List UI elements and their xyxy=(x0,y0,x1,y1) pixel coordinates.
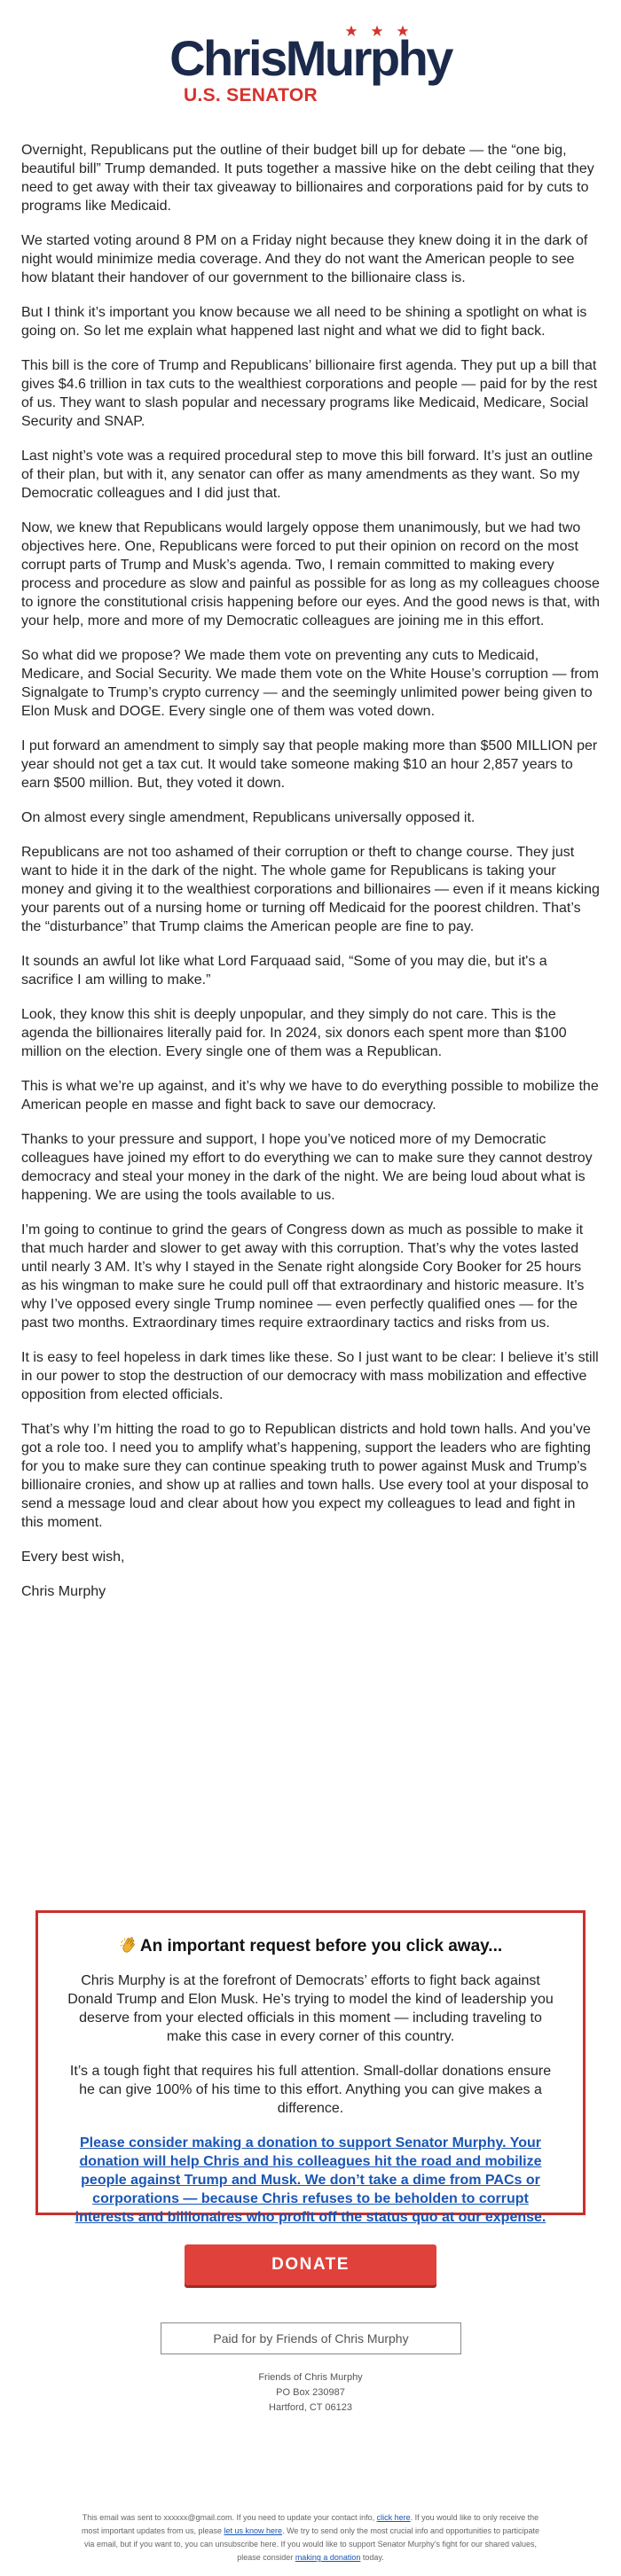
address-line: Hartford, CT 06123 xyxy=(269,2402,352,2413)
letter-paragraph: I’m going to continue to grind the gears of Congress down as much as possible to make it that much harder and slower to get away with this corruption. That’s why the votes lasted until nearly 3 AM. It’s why I stayed in the Senate right alongside Cory Booker for 25 hours as his wingman to make sure he could pull off that extraordinary and historic measure. It’s why I’ve opposed every single Trump nominee — even perfectly qualified ones — for the past two months. Extraordinary times require extraordinary tactics and risks from us. xyxy=(21,1222,585,1331)
request-title xyxy=(63,1935,558,1957)
letter-paragraph: But I think it’s important you know because we all need to be shining a spotlight on what is going on. So let me explain what happened last night and what we did to fight back. xyxy=(21,305,587,339)
letter-paragraph: So what did we propose? We made them vote on preventing any cuts to Medicaid, Medicare, and Social Security. We made them vote on the White House’s corruption — from Signalgate to Trump’s crypto currency — and the seemingly unlimited power being given to Elon Musk and DOGE. Every single one of them was voted down. xyxy=(21,648,599,719)
letter-paragraph: It is easy to feel hopeless in dark times like these. So I just want to be clear: I believe it’s still in our power to stop the destruction of our democracy with mass mobilization and effective opposition from elected officials. xyxy=(21,1350,599,1402)
letter-signature: Chris Murphy xyxy=(21,1584,106,1599)
letter-paragraph: Thanks to your pressure and support, I hope you’ve noticed more of my Democratic colleagues have joined my effort to do everything we can to make sure they cannot destroy democracy and steal your money in the dark of the night. We are being loud about what is happening. We are using the tools available to us. xyxy=(21,1132,593,1203)
letter-paragraph: On almost every single amendment, Republicans universally opposed it. xyxy=(21,810,476,825)
footer-fine-print xyxy=(80,2511,541,2564)
letter-paragraph: I put forward an amendment to simply say that people making more than $500 MILLION per year should not get a tax cut. It would take someone making $10 an hour 2,857 years to earn $500 million. But, they voted it down. xyxy=(21,738,598,791)
letter-paragraph: This is what we’re up against, and it’s why we have to do everything possible to mobilize the American people en masse and fight back to save our democracy. xyxy=(21,1079,599,1112)
request-paragraph: Chris Murphy is at the forefront of Democrats’ efforts to fight back against Donald Trump and Elon Musk. He’s trying to model the kind of leadership you deserve from your elected officials in this moment — including traveling to make this case in every corner of this country. xyxy=(67,1973,554,2044)
logo-name xyxy=(0,30,621,86)
make-donation-link[interactable]: making a donation xyxy=(295,2553,361,2562)
donation-appeal-link[interactable]: Please consider making a donation to support Senator Murphy. Your donation will help Chris and his colleagues hit the road and mobilize people against Trump and Musk. We don’t take a dime from PACs or corporations — because Chris refuses to be beholden to corrupt interests and billionaires who profit off the status quo at our expense. xyxy=(75,2135,546,2225)
letter-paragraph: We started voting around 8 PM on a Friday night because they knew doing it in the dark of night would minimize media coverage. And they do not want the American people to see how blatant their handover of our government to the billionaire class is. xyxy=(21,233,588,285)
letter-paragraph: It sounds an awful lot like what Lord Farquaad said, “Some of you may die, but it's a sacrifice I am willing to make.” xyxy=(21,954,547,987)
donate-button[interactable]: DONATE xyxy=(185,2244,436,2285)
mailing-address xyxy=(0,2370,621,2416)
fine-text: today. xyxy=(360,2553,384,2562)
fine-text: . We try to send only the most crucial info and opportunities to participate via email, but if you want to, you can unsubscribe here. If you would like to support Senator Murphy’s fight for our shared values, please consider xyxy=(83,2526,540,2562)
request-paragraph: It’s a tough fight that requires his full attention. Small-dollar donations ensure he can give 100% of his time to this effort. Anything you can give makes a difference. xyxy=(69,2064,552,2116)
logo-office: U.S. SENATOR xyxy=(184,85,318,105)
update-contact-link[interactable]: click here xyxy=(376,2513,411,2522)
chris-murphy-logo xyxy=(0,0,621,133)
preferences-link[interactable]: let us know here xyxy=(224,2526,283,2535)
logo-last-name: Murphy xyxy=(285,30,452,86)
fine-text: This email was sent to xxxxxx@gmail.com. If you need to update your contact info, xyxy=(82,2513,377,2522)
letter-paragraph: Now, we knew that Republicans would largely oppose them unanimously, but we had two objectives here. One, Republicans were forced to put their opinion on record on the most corrupt parts of Trump and Musk’s agenda. Two, I remain committed to making every process and procedure as slow and painful as possible for as long as my colleagues choose to ignore the constitutional crisis happening before our eyes. And the good news is that, with your help, more and more of my Democratic colleagues are joining me in this effort. xyxy=(21,520,600,628)
logo-first-name: Chris xyxy=(169,30,286,86)
clapping-hands-icon xyxy=(119,1935,138,1955)
letter-paragraph: That’s why I’m hitting the road to go to Republican districts and hold town halls. And you’ve got a role too. I need you to amplify what’s happening, support the leaders who are fighting for you to make sure they can continue speaking truth to power against Musk and Trump’s billionaire cronies, and show up at rallies and town halls. Use every tool at your disposal to send a message loud and clear about how you expect my colleagues to lead and fight in this moment. xyxy=(21,1422,591,1530)
letter-paragraph: This bill is the core of Trump and Republicans’ billionaire first agenda. They put up a bill that gives $4.6 trillion in tax cuts to the wealthiest corporations and people — paid for by the rest of us. They want to slash popular and necessary programs like Medicaid, Medicare, Social Security and SNAP. xyxy=(21,358,598,429)
address-line: Friends of Chris Murphy xyxy=(258,2372,363,2383)
letter-signoff: Every best wish, xyxy=(21,1550,125,1565)
donation-request-box xyxy=(35,1910,586,2274)
fine-text: . If you would like to only receive the most important updates from us, please xyxy=(81,2513,539,2535)
paid-for-disclaimer: Paid for by Friends of Chris Murphy xyxy=(161,2322,461,2354)
letter-paragraph: Look, they know this shit is deeply unpopular, and they simply do not care. This is the agenda the billionaires literally paid for. In 2024, six donors each spent more than $100 million on the election. Every single one of them was a Republican. xyxy=(21,1007,567,1059)
letter-paragraph: Last night’s vote was a required procedural step to move this bill forward. It’s just an outline of their plan, but with it, any senator can offer as many amendments as they want. So my Democratic colleagues and I did just that. xyxy=(21,449,593,501)
letter-paragraph: Republicans are not too ashamed of their corruption or theft to change course. They just want to hide it in the dark of the night. The whole game for Republicans is taking your money and giving it to the wealthiest corporations and billionaires — even if it means kicking your parents out of a nursing home or turning off Medicaid for the poorest children. That’s the “disturbance” that Trump claims the American people are fine to pay. xyxy=(21,845,600,934)
request-title-text: An important request before you click away... xyxy=(139,1937,503,1955)
address-line: PO Box 230987 xyxy=(276,2387,345,2398)
letter-paragraph: Overnight, Republicans put the outline of their budget bill up for debate — the “one big, beautiful bill” Trump demanded. It puts together a massive hike on the debt ceiling that they need to get away with their tax giveaway to billionaires and corporations paid for by cuts to programs like Medicaid. xyxy=(21,143,594,214)
letter-body xyxy=(21,141,600,1617)
